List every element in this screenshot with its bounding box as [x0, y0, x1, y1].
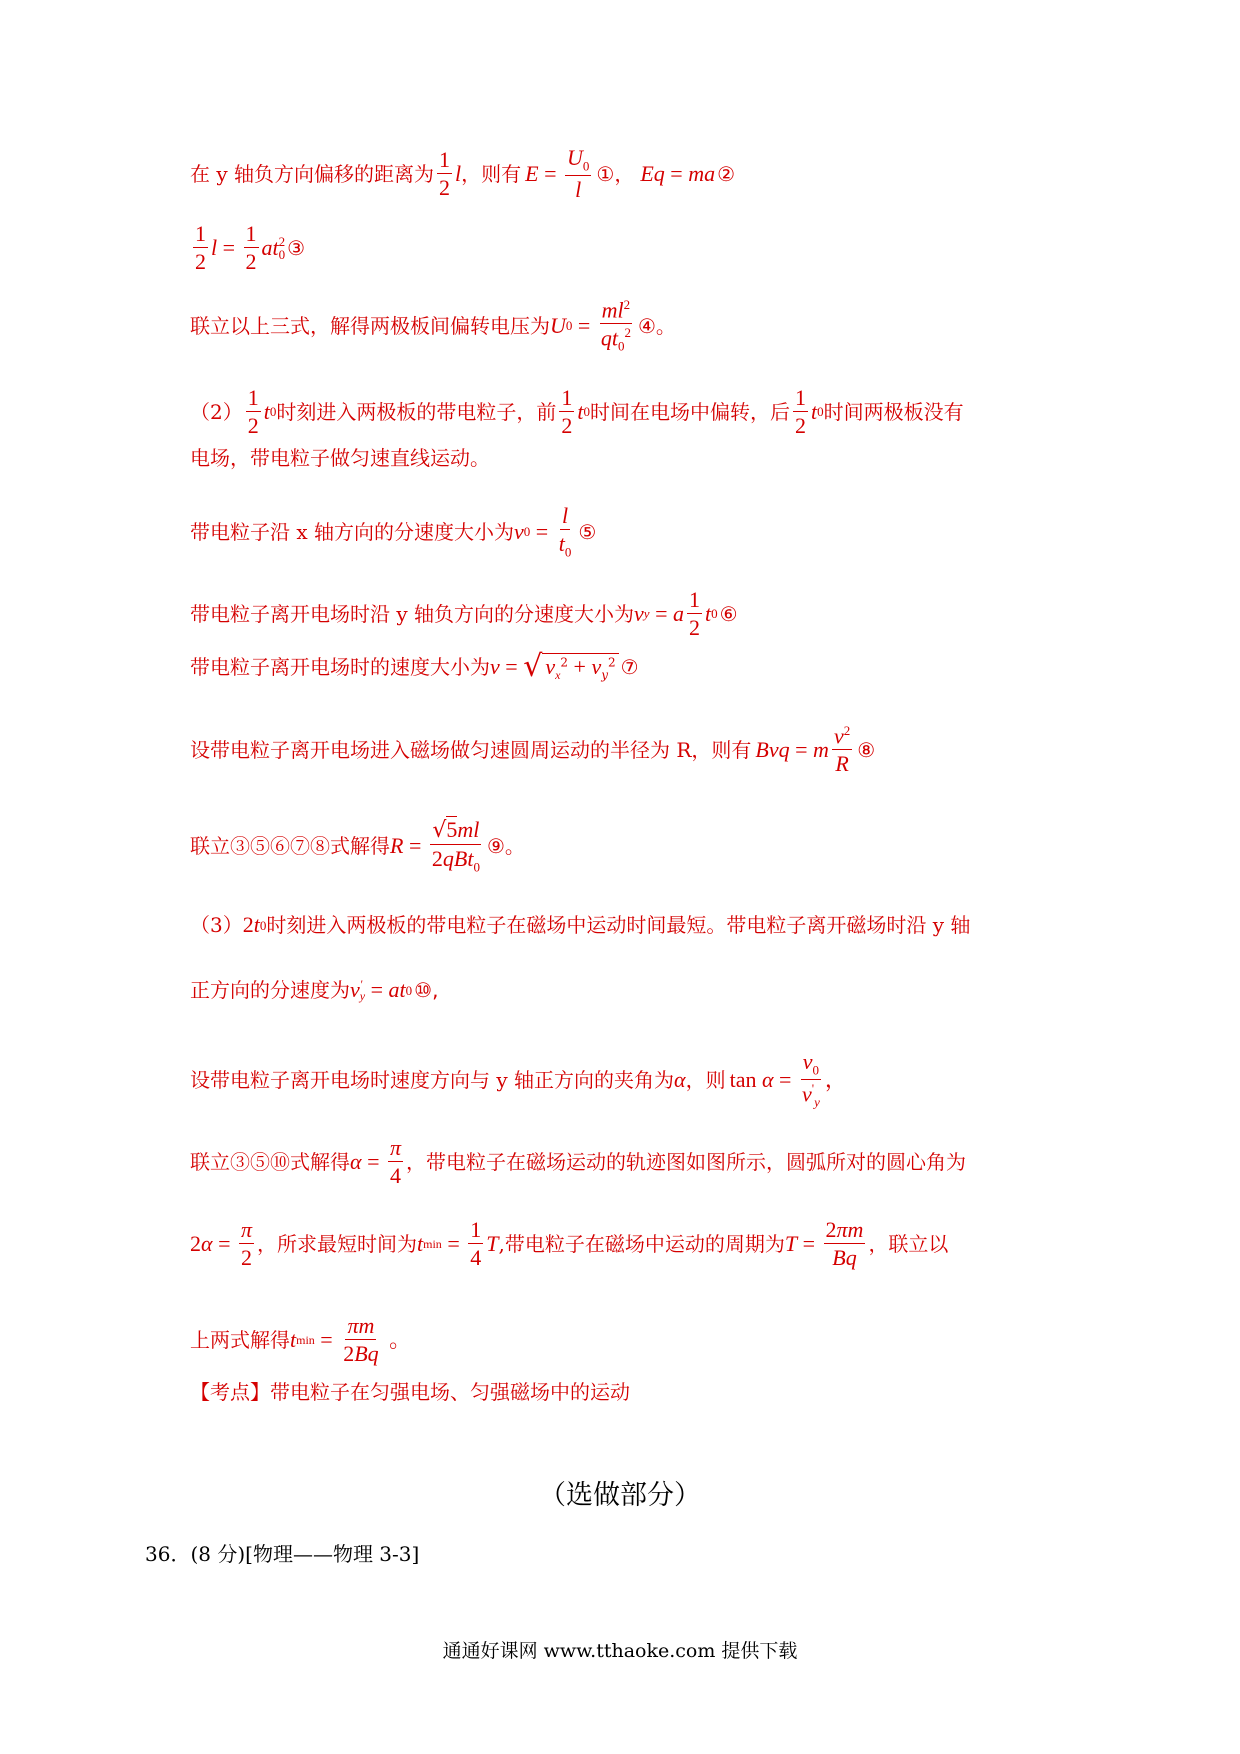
- kaodian-line: [190, 1382, 630, 1402]
- page-footer: 通通好课网 www.tthaoke.com 提供下载: [442, 1640, 798, 1662]
- formula-line-6: 带电粒子沿 x 轴方向的分速度大小为 v 0 = $\frac{l}{t_0}$ ⑤: [190, 503, 597, 560]
- formula-line-15: 2 α = $\frac{\pi}{2}$ ，所求最短时间为 t min = $\frac{1}{4}$ T ,带电粒子在磁场中运动的周期为 T = $\frac{2\pi m}{Bq}$ ，联立以: [190, 1217, 949, 1271]
- section-heading: （选做部分）: [539, 1480, 701, 1511]
- formula-line-4: （2） $\frac{1}{2}$ t 0 时刻进入两极板的带电粒子，前 $\frac{1}{2}$ t 0 时间在电场中偏转，后 $\frac{1}{2}$ t 0 时间两极板没有: [190, 385, 964, 439]
- formula-line-16: 上两式解得 t min = $\frac{\pi m}{2Bq}$ 。: [190, 1313, 412, 1367]
- formula-line-1: 在 y 轴负方向偏移的距离为 $\frac{1}{2}$ l ，则有 E = $\frac{U_0}{l}$ ①， Eq = ma ②: [190, 145, 736, 203]
- line1-text: 在 y 轴负方向偏移的距离为: [190, 161, 435, 186]
- question-36: 36．(8 分)[物理——物理 3-3]: [145, 1542, 420, 1566]
- formula-line-8: 带电粒子离开电场时的速度大小为 v = √ $v_x^2 + v_y^2$ ⑦: [190, 649, 639, 684]
- formula-line-14: 联立③⑤⑩式解得 α = $\frac{\pi}{4}$ ，带电粒子在磁场运动的轨迹图如图所示，圆弧所对的圆心角为: [190, 1135, 967, 1189]
- formula-line-10: 联立③⑤⑥⑦⑧式解得 R = $\frac{√5ml}{2qBt_0}$ ⑨。: [190, 817, 525, 875]
- text-line-5: 电场，带电粒子做匀速直线运动。: [190, 446, 490, 470]
- formula-line-2: $\frac{1}{2}$ l = $\frac{1}{2}$ at 2 0 ③: [195, 221, 306, 275]
- formula-line-3: 联立以上三式，解得两极板间偏转电压为 U 0 = $\frac{ml^2}{qt_0^2}$ ④。: [190, 297, 676, 355]
- formula-line-7: 带电粒子离开电场时沿 y 轴负方向的分速度大小为 v y = a $\frac{1}{2}$ t 0 ⑥: [190, 587, 738, 641]
- formula-line-9: 设带电粒子离开电场进入磁场做匀速圆周运动的半径为 R，则有 Bvq = m $\frac{v^2}{R}$ ⑧: [190, 723, 876, 777]
- kaodian-label: 【考点】: [190, 1380, 270, 1404]
- formula-line-13: 设带电粒子离开电场时速度方向与 y 轴正方向的夹角为 α ，则 tan α = $\frac{v_0}{v'_y}$ ，: [190, 1049, 847, 1110]
- kaodian-text: 带电粒子在匀强电场、匀强磁场中的运动: [270, 1380, 630, 1404]
- formula-line-11: （3） 2 t 0 时刻进入两极板的带电粒子在磁场中运动时间最短。带电粒子离开磁场时沿 y 轴: [190, 912, 971, 937]
- formula-line-12: 正方向的分速度为 v ' y = at 0 ⑩,: [190, 977, 439, 1003]
